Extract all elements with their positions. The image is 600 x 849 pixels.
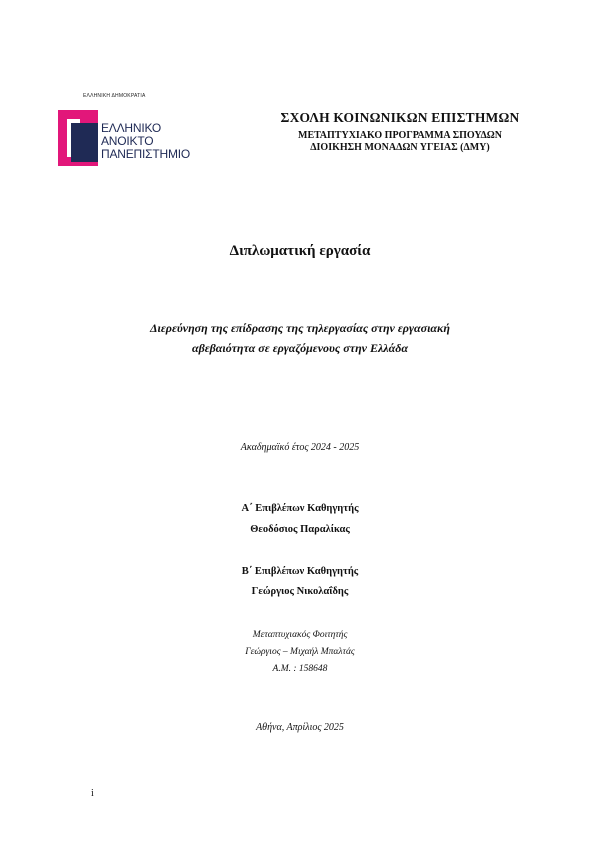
program-label: ΜΕΤΑΠΤΥΧΙΑΚΟ ΠΡΟΓΡΑΜΜΑ ΣΠΟΥΔΩΝ — [298, 130, 502, 141]
place-date: Αθήνα, Απρίλιος 2025 — [256, 722, 344, 733]
supervisor-a-label: Α΄ Επιβλέπων Καθηγητής — [241, 503, 359, 514]
page-number: i — [91, 788, 94, 799]
thesis-title — [0, 318, 600, 358]
logo-line-1: ΕΛΛΗΝΙΚΟ — [101, 121, 162, 135]
logo-line-2: ΑΝΟΙΚΤΟ — [101, 134, 154, 148]
thesis-title-line-2: αβεβαιότητα σε εργαζόμενους στην Ελλάδα — [191, 341, 409, 355]
student-id: Α.Μ. : 158648 — [272, 664, 328, 674]
student-info — [0, 627, 600, 678]
supervisor-b-name: Γεώργιος Νικολαΐδης — [251, 586, 349, 597]
thesis-title-line-1: Διερεύνηση της επίδρασης της τηλεργασίας στην εργασιακή — [149, 321, 451, 335]
program-name: ΔΙΟΙΚΗΣΗ ΜΟΝΑΔΩΝ ΥΓΕΙΑΣ (ΔΜΥ) — [310, 142, 490, 153]
supervisor-a-name: Θεοδόσιος Παραλίκας — [250, 524, 350, 535]
supervisor-b-label: Β΄ Επιβλέπων Καθηγητής — [241, 566, 359, 577]
document-type: Διπλωματική εργασία — [229, 243, 371, 259]
student-label: Μεταπτυχιακός Φοιτητής — [252, 630, 348, 640]
logo-line-3: ΠΑΝΕΠΙΣΤΗΜΙΟ — [101, 147, 191, 161]
school-name: ΣΧΟΛΗ ΚΟΙΝΩΝΙΚΩΝ ΕΠΙΣΤΗΜΩΝ — [280, 110, 520, 125]
academic-year: Ακαδημαϊκό έτος 2024 - 2025 — [240, 442, 360, 453]
university-logo-text — [101, 122, 190, 161]
student-name: Γεώργιος – Μιχαήλ Μπαλτάς — [245, 647, 355, 657]
government-label: ΕΛΛΗΝΙΚΗ ΔΗΜΟΚΡΑΤΙΑ — [83, 93, 146, 99]
school-header — [250, 110, 550, 153]
